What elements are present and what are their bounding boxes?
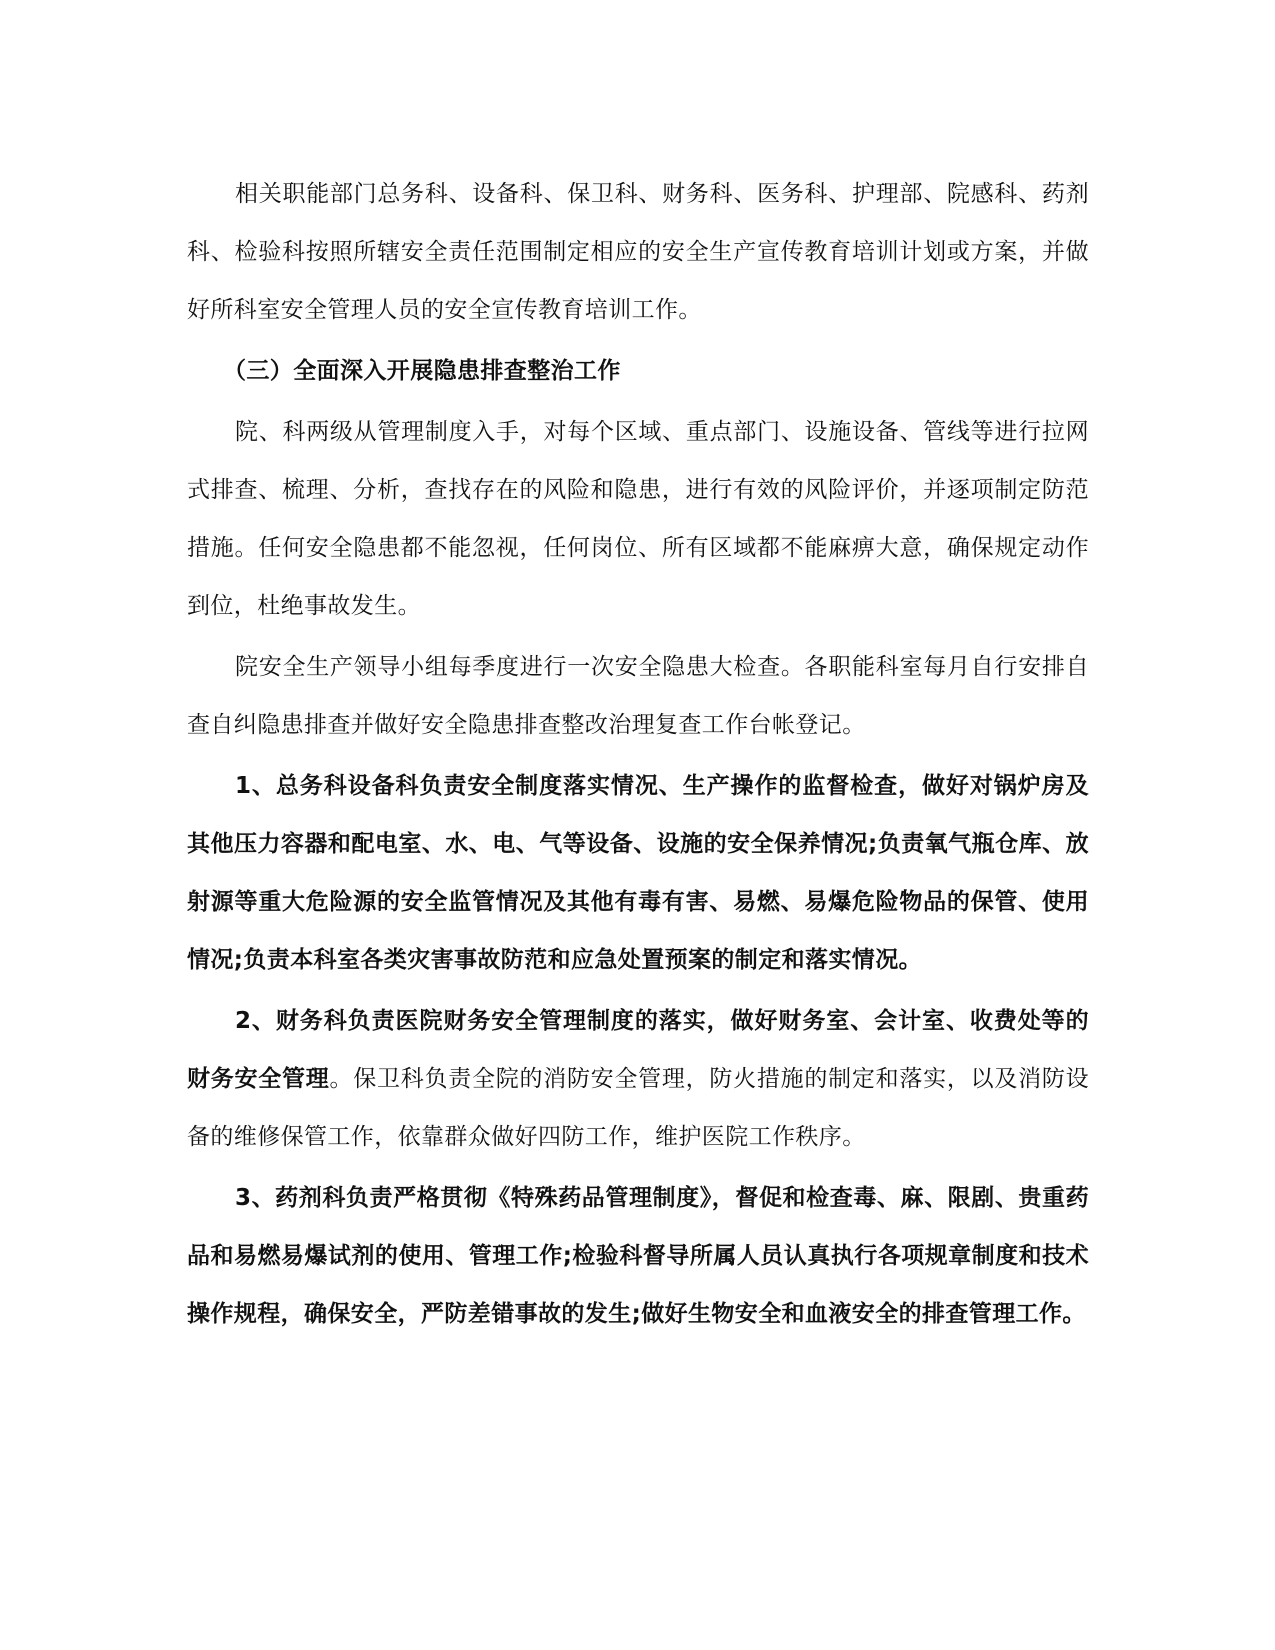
section-heading: （三）全面深入开展隐患排查整治工作 (223, 358, 621, 384)
paragraph-2: 院、科两级从管理制度入手，对每个区域、重点部门、设施设备、管线等进行拉网式排查、梳理、分析，查找存在的风险和隐患，进行有效的风险评价，并逐项制定防范措施。任何安全隐患都不能忽视，任何岗位、所有区域都不能麻痹大意，确保规定动作到位，杜绝事故发生。 (187, 419, 1089, 619)
paragraph-item-2-bold: 2、财务科负责医院财务安全管理制度的落实，做好财务室、会计室、收费处等的财务安全管理 (187, 1008, 1089, 1092)
document-page (187, 165, 1089, 1346)
paragraph-3: 院安全生产领导小组每季度进行一次安全隐患大检查。各职能科室每月自行安排自查自纠隐患排查并做好安全隐患排查整改治理复查工作台帐登记。 (187, 654, 1089, 738)
paragraph-item-2 (187, 992, 1089, 1166)
paragraph-item-3: 3、药剂科负责严格贯彻《特殊药品管理制度》，督促和检查毒、麻、限剧、贵重药品和易燃易爆试剂的使用、管理工作;检验科督导所属人员认真执行各项规章制度和技术操作规程，确保安全，严防差错事故的发生;做好生物安全和血液安全的排查管理工作。 (187, 1185, 1089, 1327)
paragraph-item-1: 1、总务科设备科负责安全制度落实情况、生产操作的监督检查，做好对锅炉房及其他压力容器和配电室、水、电、气等设备、设施的安全保养情况;负责氧气瓶仓库、放射源等重大危险源的安全监管情况及其他有毒有害、易燃、易爆危险物品的保管、使用情况;负责本科室各类灾害事故防范和应急处置预案的制定和落实情况。 (187, 773, 1089, 973)
paragraph-1: 相关职能部门总务科、设备科、保卫科、财务科、医务科、护理部、院感科、药剂科、检验科按照所辖安全责任范围制定相应的安全生产宣传教育培训计划或方案，并做好所科室安全管理人员的安全宣传教育培训工作。 (187, 181, 1089, 323)
paragraph-item-2-normal: 。保卫科负责全院的消防安全管理，防火措施的制定和落实，以及消防设备的维修保管工作，依靠群众做好四防工作，维护医院工作秩序。 (187, 1066, 1089, 1150)
